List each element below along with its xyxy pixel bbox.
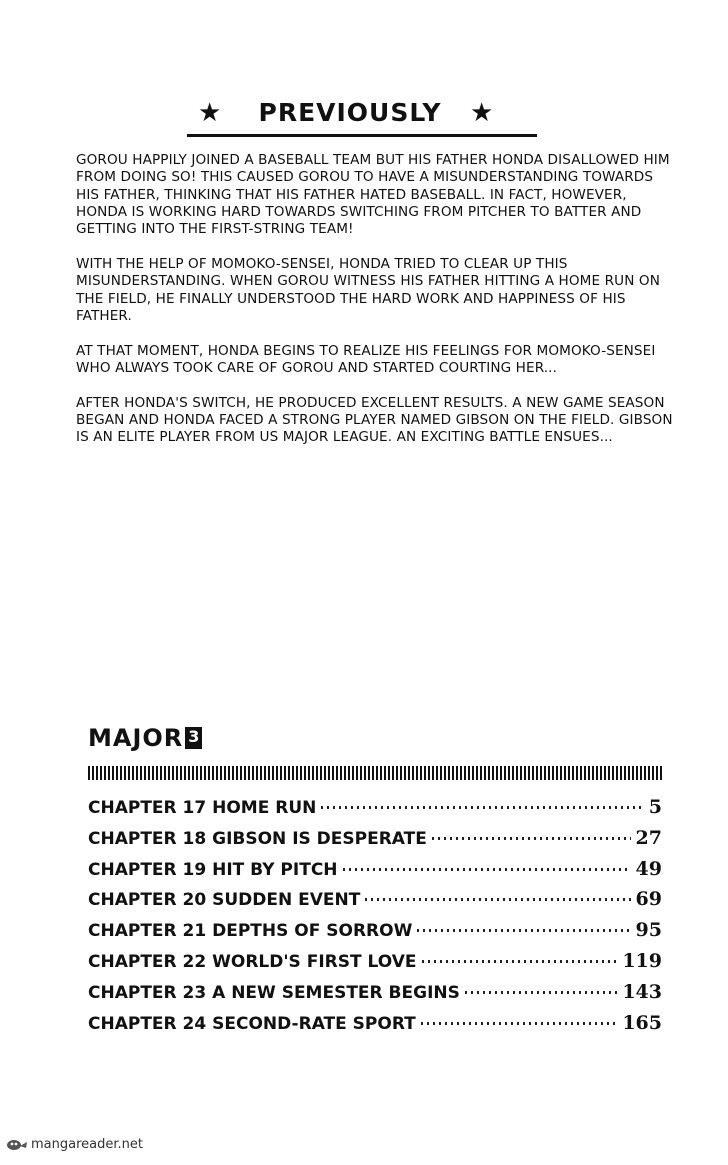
chapter-title: CHAPTER 24 SECOND-RATE SPORT (88, 1013, 416, 1034)
toc-entry[interactable] (88, 827, 662, 858)
dot-leader (422, 960, 618, 963)
dot-leader (432, 837, 631, 840)
title-underline (187, 134, 537, 137)
dot-leader (321, 806, 643, 809)
star-left-icon: ★ (198, 98, 222, 128)
dot-leader (365, 898, 630, 901)
volume-badge: 3 (185, 727, 202, 749)
chapter-page-number: 5 (648, 796, 662, 818)
toc-entry[interactable] (88, 1012, 662, 1043)
chapter-title: CHAPTER 18 GIBSON IS DESPERATE (88, 828, 427, 849)
synopsis-paragraph: GOROU HAPPILY JOINED A BASEBALL TEAM BUT HIS FATHER HONDA DISALLOWED HIM FROM DOING SO! THIS CAUSED GOROU TO HAVE A MISUNDERSTANDING TOWARDS HIS FATHER, THINKING THAT HIS FATHER HATED BASEBALL. IN FACT, HOWEVER, HONDA IS WORKING HARD TOWARDS SWITCHING FROM PITCHER TO BATTER AND GETTING INTO THE FIRST-STRING TEAM! (76, 152, 670, 238)
chapter-title: CHAPTER 17 HOME RUN (88, 798, 317, 818)
chapter-page-number: 95 (635, 919, 662, 942)
decorative-barcode-rule (88, 766, 662, 780)
chapter-page-number: 27 (635, 826, 662, 849)
synopsis-paragraph: AT THAT MOMENT, HONDA BEGINS TO REALIZE HIS FEELINGS FOR MOMOKO-SENSEI WHO ALWAYS TOOK CARE OF GOROU AND STARTED COURTING HER... (76, 342, 656, 376)
synopsis-paragraph: WITH THE HELP OF MOMOKO-SENSEI, HONDA TRIED TO CLEAR UP THIS MISUNDERSTANDING. WHEN GOROU WITNESS HIS FATHER HITTING A HOME RUN ON THE FIELD, HE FINALLY UNDERSTOOD THE HARD WORK AND HAPPINESS OF HIS FATHER. (76, 255, 660, 324)
watermark-text: mangareader.net (31, 1136, 143, 1152)
chapter-page-number: 49 (635, 857, 662, 880)
dot-leader (343, 868, 631, 871)
toc-entry[interactable] (88, 858, 662, 889)
chapter-page-number: 165 (622, 1011, 662, 1034)
toc-entry[interactable] (88, 888, 662, 919)
previously-header (180, 96, 540, 138)
toc-entry[interactable] (88, 950, 662, 981)
chapter-title: CHAPTER 22 WORLD'S FIRST LOVE (88, 951, 417, 972)
toc-entry[interactable] (88, 796, 662, 827)
synopsis (76, 152, 676, 464)
dot-leader (465, 991, 617, 994)
synopsis-paragraph: AFTER HONDA'S SWITCH, HE PRODUCED EXCELLENT RESULTS. A NEW GAME SEASON BEGAN AND HONDA FACED A STRONG PLAYER NAMED GIBSON ON THE FIELD. GIBSON IS AN ELITE PLAYER FROM US MAJOR LEAGUE. AN EXCITING BATTLE ENSUES... (76, 394, 673, 446)
chapter-page-number: 119 (622, 949, 662, 972)
chapter-page-number: 143 (622, 980, 662, 1003)
dot-leader (421, 1022, 618, 1025)
toc-entry[interactable] (88, 919, 662, 950)
watermark[interactable] (6, 1134, 143, 1154)
chapter-title: CHAPTER 19 HIT BY PITCH (88, 859, 338, 880)
chapter-title: CHAPTER 20 SUDDEN EVENT (88, 890, 361, 911)
series-title: MAJOR (88, 724, 184, 752)
dot-leader (417, 929, 630, 932)
toc-header (88, 722, 202, 754)
manga-mascot-icon (6, 1137, 28, 1151)
table-of-contents (88, 796, 662, 1042)
page-title: PREVIOUSLY (258, 98, 442, 127)
star-right-icon: ★ (470, 98, 494, 128)
chapter-title: CHAPTER 21 DEPTHS OF SORROW (88, 921, 413, 942)
chapter-title: CHAPTER 23 A NEW SEMESTER BEGINS (88, 982, 460, 1003)
chapter-page-number: 69 (635, 888, 662, 911)
toc-entry[interactable] (88, 981, 662, 1012)
